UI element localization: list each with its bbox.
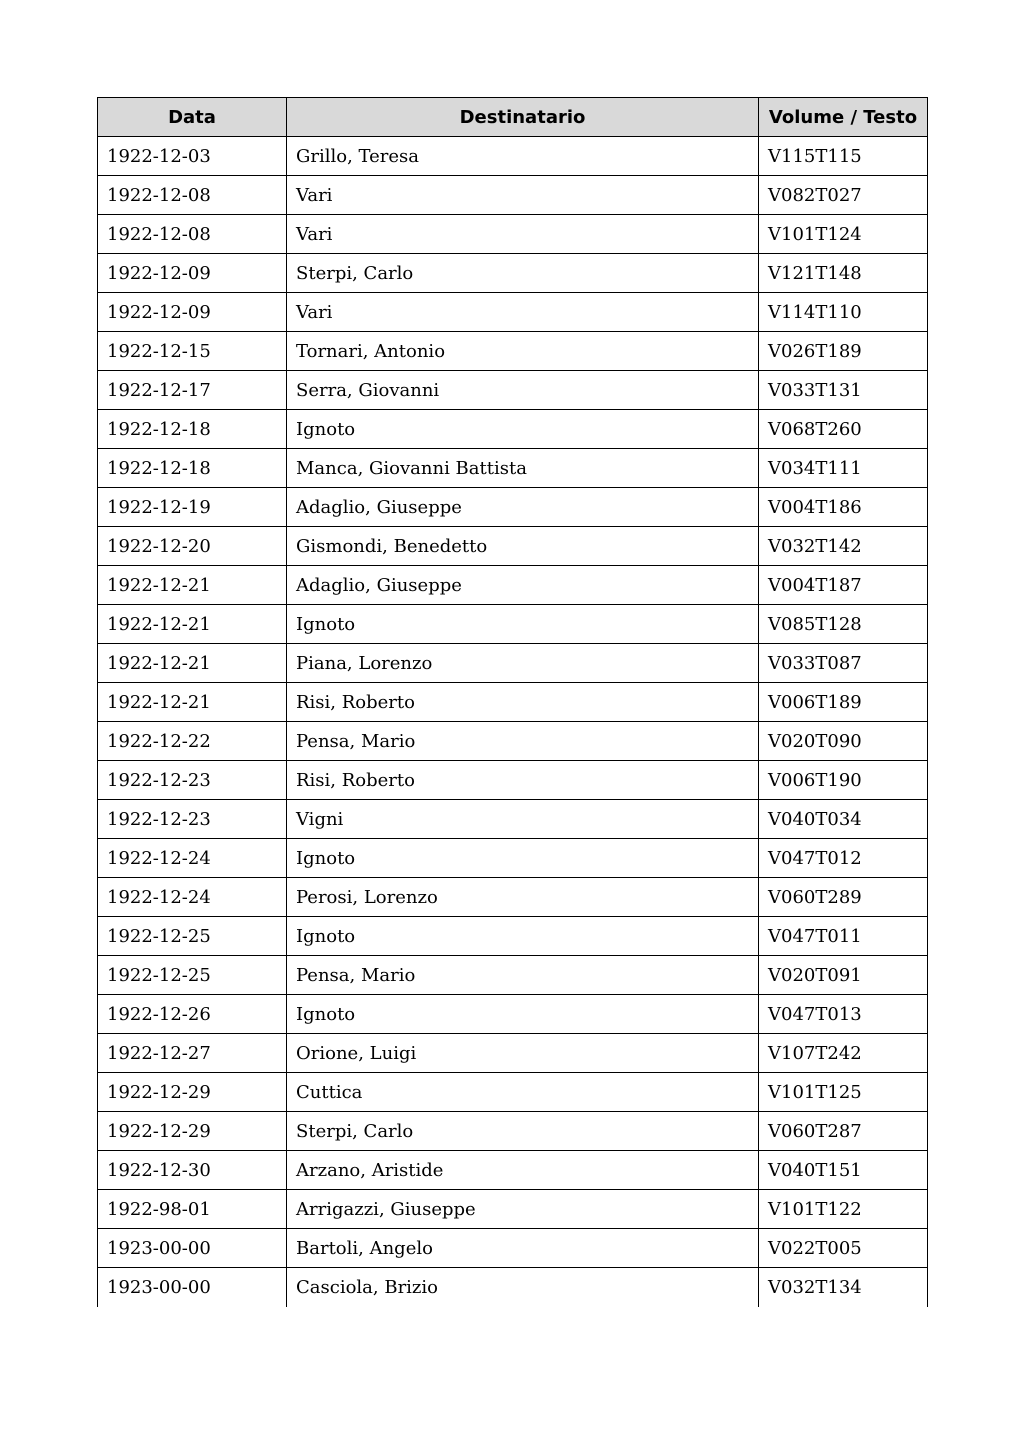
table-row — [98, 527, 928, 566]
table-body — [98, 137, 928, 1307]
cell-recipient: Ignoto — [287, 917, 759, 956]
cell-date: 1922-12-03 — [98, 137, 287, 176]
table-row — [98, 254, 928, 293]
cell-volume: V047T013 — [759, 995, 928, 1034]
cell-recipient: Sterpi, Carlo — [287, 254, 759, 293]
cell-volume: V101T122 — [759, 1190, 928, 1229]
cell-date: 1922-12-30 — [98, 1151, 287, 1190]
cell-volume: V121T148 — [759, 254, 928, 293]
cell-recipient: Ignoto — [287, 839, 759, 878]
table-row — [98, 488, 928, 527]
table-row — [98, 644, 928, 683]
cell-date: 1922-12-20 — [98, 527, 287, 566]
cell-recipient: Bartoli, Angelo — [287, 1229, 759, 1268]
table-row — [98, 449, 928, 488]
cell-volume: V020T090 — [759, 722, 928, 761]
cell-recipient: Piana, Lorenzo — [287, 644, 759, 683]
cell-date: 1923-00-00 — [98, 1268, 287, 1307]
table-row — [98, 878, 928, 917]
cell-volume: V006T190 — [759, 761, 928, 800]
table-row — [98, 215, 928, 254]
column-header-date: Data — [98, 98, 287, 137]
cell-date: 1922-12-24 — [98, 878, 287, 917]
cell-volume: V068T260 — [759, 410, 928, 449]
table-row — [98, 605, 928, 644]
cell-date: 1922-12-25 — [98, 956, 287, 995]
cell-recipient: Adaglio, Giuseppe — [287, 488, 759, 527]
cell-date: 1923-00-00 — [98, 1229, 287, 1268]
table-row — [98, 1034, 928, 1073]
cell-volume: V101T125 — [759, 1073, 928, 1112]
cell-recipient: Gismondi, Benedetto — [287, 527, 759, 566]
cell-volume: V032T134 — [759, 1268, 928, 1307]
cell-recipient: Ignoto — [287, 995, 759, 1034]
cell-date: 1922-12-21 — [98, 605, 287, 644]
cell-recipient: Tornari, Antonio — [287, 332, 759, 371]
cell-volume: V004T187 — [759, 566, 928, 605]
cell-date: 1922-12-17 — [98, 371, 287, 410]
cell-recipient: Adaglio, Giuseppe — [287, 566, 759, 605]
cell-volume: V033T087 — [759, 644, 928, 683]
cell-recipient: Manca, Giovanni Battista — [287, 449, 759, 488]
table-row — [98, 371, 928, 410]
cell-volume: V047T012 — [759, 839, 928, 878]
table-row — [98, 176, 928, 215]
cell-date: 1922-12-24 — [98, 839, 287, 878]
table-row — [98, 722, 928, 761]
cell-volume: V034T111 — [759, 449, 928, 488]
cell-volume: V115T115 — [759, 137, 928, 176]
cell-recipient: Orione, Luigi — [287, 1034, 759, 1073]
cell-volume: V085T128 — [759, 605, 928, 644]
table-row — [98, 917, 928, 956]
cell-volume: V114T110 — [759, 293, 928, 332]
cell-volume: V032T142 — [759, 527, 928, 566]
cell-recipient: Perosi, Lorenzo — [287, 878, 759, 917]
table-row — [98, 566, 928, 605]
table-row — [98, 839, 928, 878]
cell-volume: V101T124 — [759, 215, 928, 254]
cell-date: 1922-12-23 — [98, 761, 287, 800]
cell-date: 1922-12-19 — [98, 488, 287, 527]
cell-date: 1922-12-29 — [98, 1112, 287, 1151]
table-row — [98, 800, 928, 839]
cell-date: 1922-12-22 — [98, 722, 287, 761]
cell-recipient: Grillo, Teresa — [287, 137, 759, 176]
cell-date: 1922-98-01 — [98, 1190, 287, 1229]
table-row — [98, 1073, 928, 1112]
cell-volume: V006T189 — [759, 683, 928, 722]
cell-date: 1922-12-25 — [98, 917, 287, 956]
cell-volume: V060T289 — [759, 878, 928, 917]
cell-recipient: Risi, Roberto — [287, 761, 759, 800]
cell-date: 1922-12-18 — [98, 449, 287, 488]
cell-date: 1922-12-15 — [98, 332, 287, 371]
table-row — [98, 683, 928, 722]
cell-recipient: Arzano, Aristide — [287, 1151, 759, 1190]
cell-recipient: Vari — [287, 176, 759, 215]
letters-table — [97, 97, 928, 1307]
cell-date: 1922-12-27 — [98, 1034, 287, 1073]
cell-recipient: Cuttica — [287, 1073, 759, 1112]
column-header-recipient: Destinatario — [287, 98, 759, 137]
cell-recipient: Arrigazzi, Giuseppe — [287, 1190, 759, 1229]
cell-date: 1922-12-21 — [98, 566, 287, 605]
cell-recipient: Casciola, Brizio — [287, 1268, 759, 1307]
cell-date: 1922-12-29 — [98, 1073, 287, 1112]
cell-recipient: Vari — [287, 293, 759, 332]
cell-recipient: Serra, Giovanni — [287, 371, 759, 410]
cell-recipient: Vari — [287, 215, 759, 254]
cell-recipient: Sterpi, Carlo — [287, 1112, 759, 1151]
table-row — [98, 332, 928, 371]
table-row — [98, 293, 928, 332]
cell-date: 1922-12-09 — [98, 254, 287, 293]
cell-volume: V022T005 — [759, 1229, 928, 1268]
cell-volume: V047T011 — [759, 917, 928, 956]
cell-recipient: Pensa, Mario — [287, 722, 759, 761]
table-row — [98, 137, 928, 176]
cell-volume: V020T091 — [759, 956, 928, 995]
cell-volume: V033T131 — [759, 371, 928, 410]
cell-date: 1922-12-08 — [98, 215, 287, 254]
cell-date: 1922-12-26 — [98, 995, 287, 1034]
cell-date: 1922-12-21 — [98, 644, 287, 683]
table-row — [98, 1112, 928, 1151]
cell-volume: V082T027 — [759, 176, 928, 215]
cell-date: 1922-12-21 — [98, 683, 287, 722]
cell-volume: V040T034 — [759, 800, 928, 839]
cell-volume: V040T151 — [759, 1151, 928, 1190]
cell-volume: V004T186 — [759, 488, 928, 527]
cell-recipient: Pensa, Mario — [287, 956, 759, 995]
table-row — [98, 995, 928, 1034]
cell-date: 1922-12-09 — [98, 293, 287, 332]
cell-recipient: Risi, Roberto — [287, 683, 759, 722]
header-row — [98, 98, 928, 137]
column-header-volume: Volume / Testo — [759, 98, 928, 137]
cell-recipient: Ignoto — [287, 605, 759, 644]
cell-volume: V107T242 — [759, 1034, 928, 1073]
table-row — [98, 1229, 928, 1268]
table-row — [98, 1190, 928, 1229]
table-header — [98, 98, 928, 137]
table-row — [98, 956, 928, 995]
table-row — [98, 1268, 928, 1307]
cell-date: 1922-12-18 — [98, 410, 287, 449]
cell-date: 1922-12-08 — [98, 176, 287, 215]
table-row — [98, 1151, 928, 1190]
cell-recipient: Vigni — [287, 800, 759, 839]
cell-date: 1922-12-23 — [98, 800, 287, 839]
cell-volume: V060T287 — [759, 1112, 928, 1151]
cell-recipient: Ignoto — [287, 410, 759, 449]
cell-volume: V026T189 — [759, 332, 928, 371]
table-row — [98, 761, 928, 800]
table-row — [98, 410, 928, 449]
